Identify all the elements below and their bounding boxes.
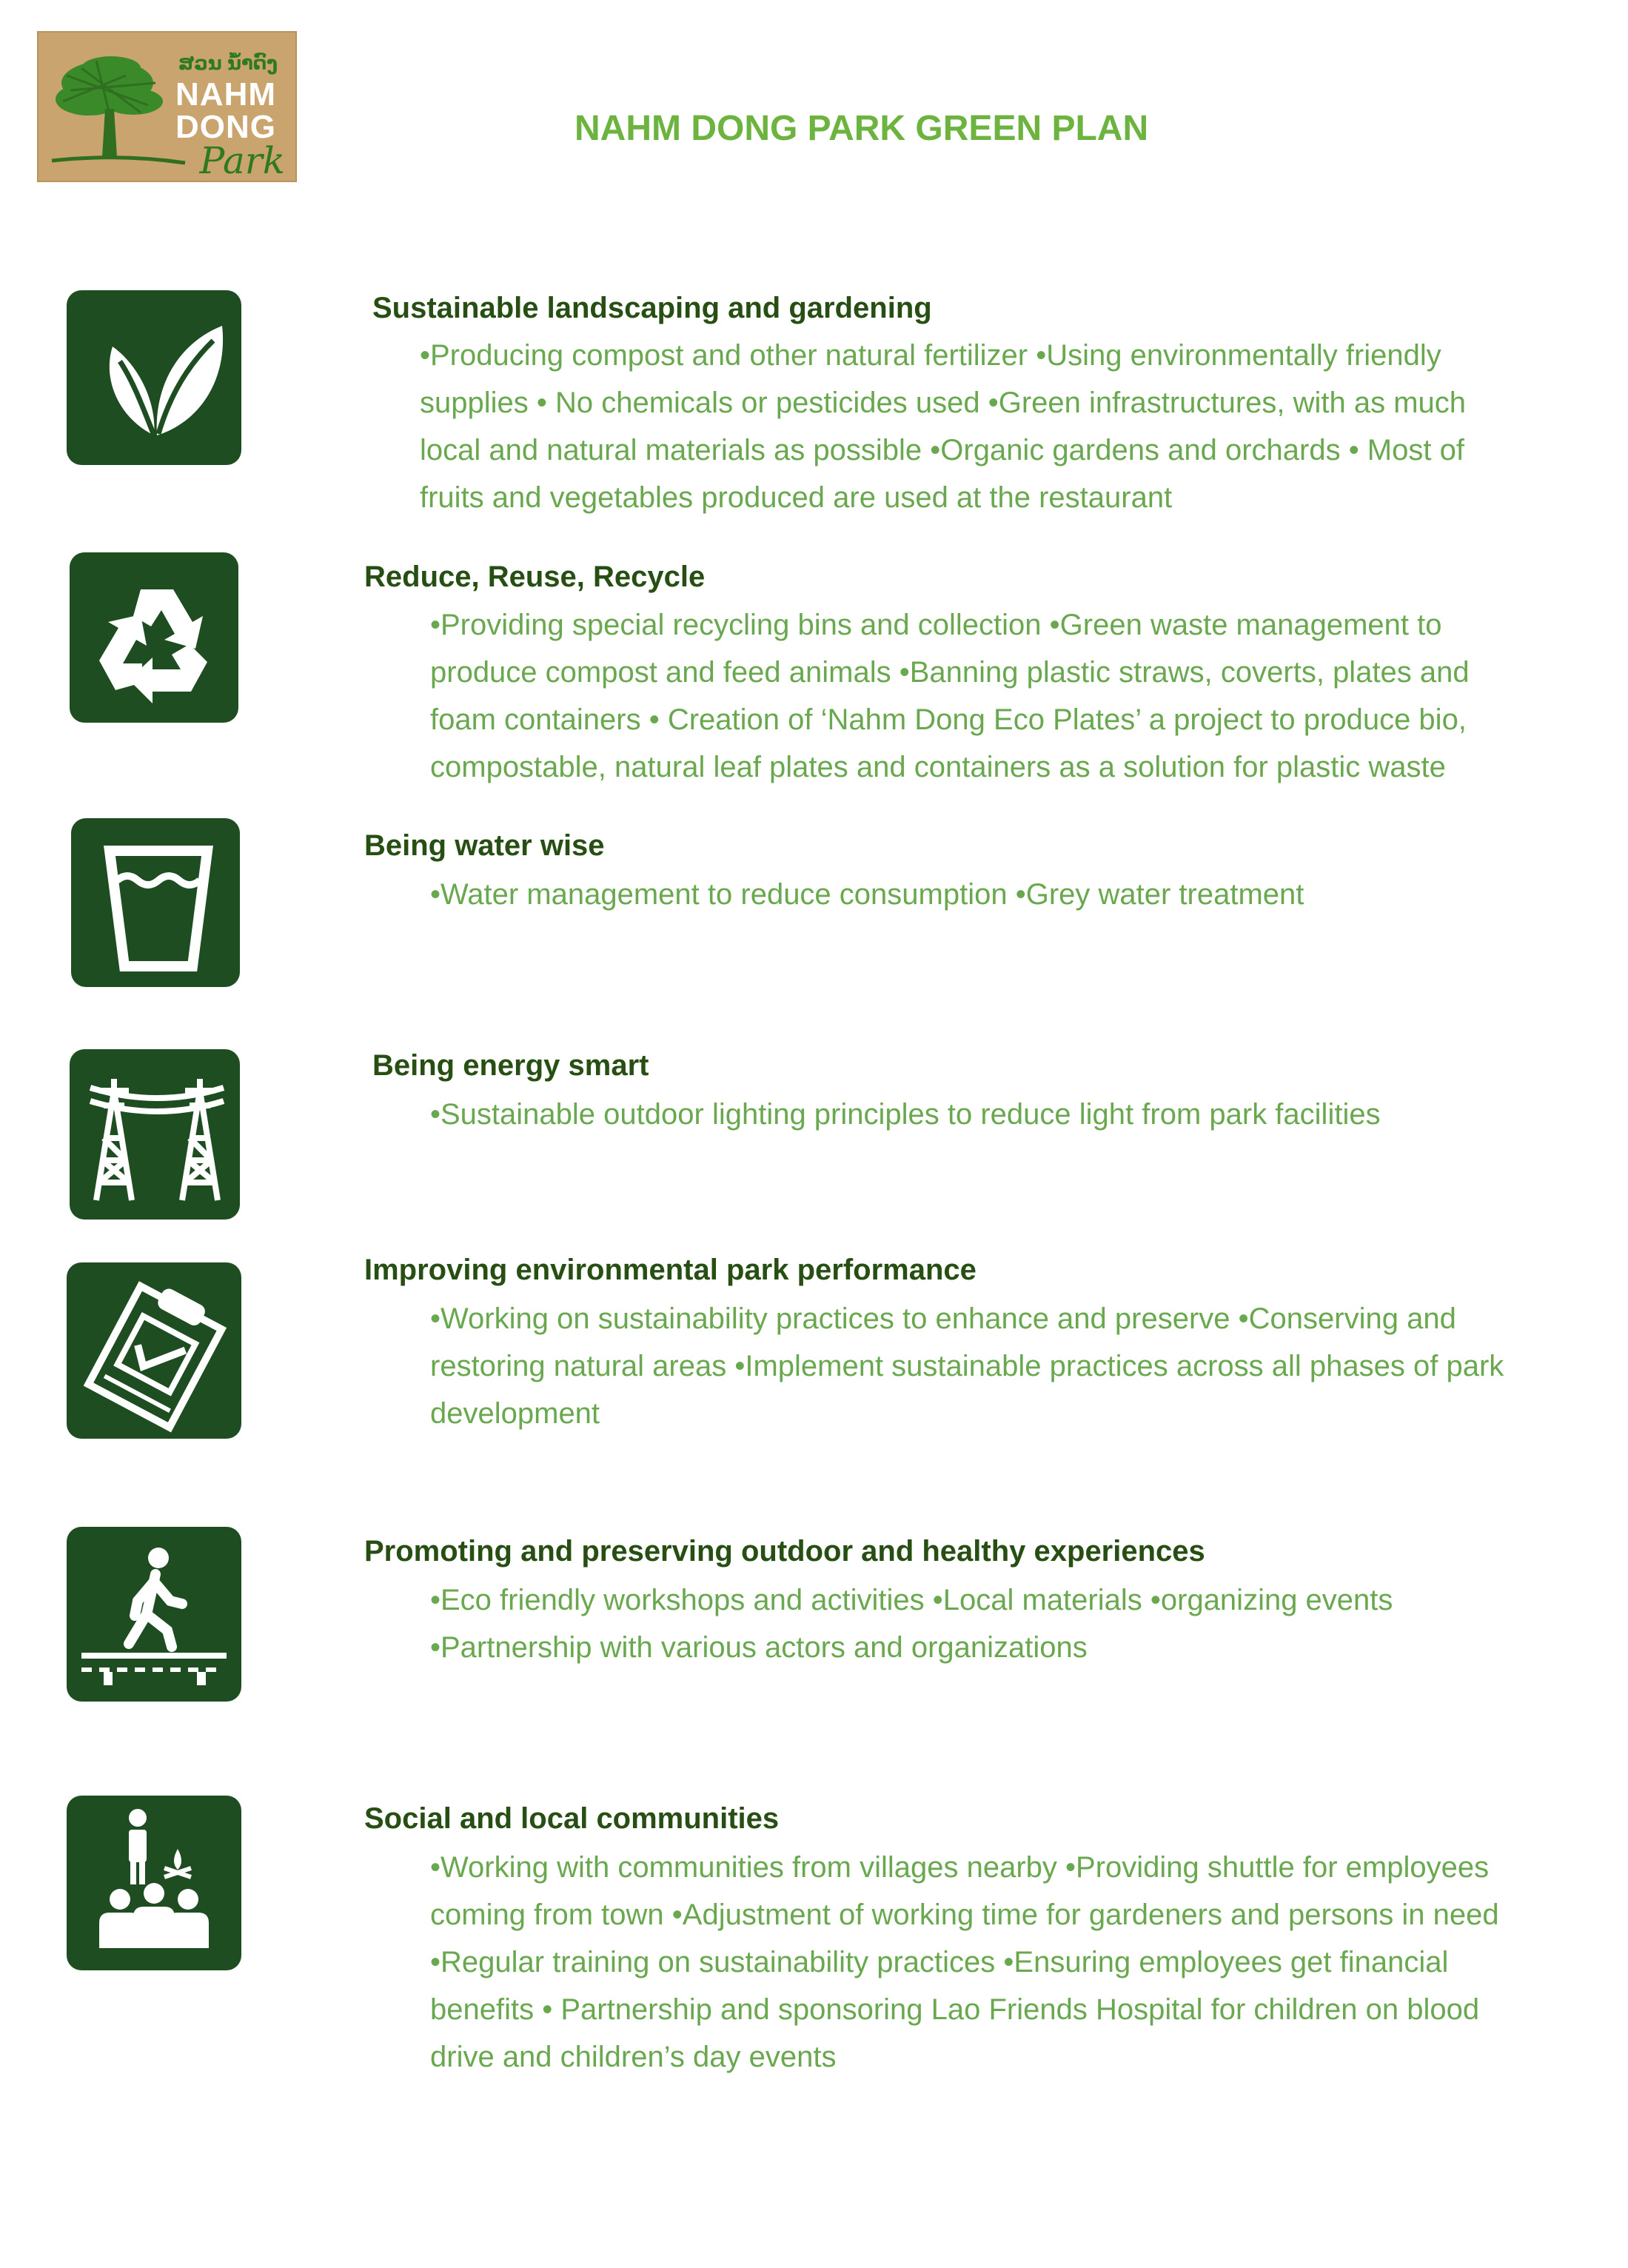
section-heading-landscaping: Sustainable landscaping and gardening xyxy=(372,292,932,324)
section-body-recycle: •Providing special recycling bins and collection •Green waste management to produce compost and feed animals •Banning plastic straws, coverts, plates and foam containers • Creation of ‘Nahm Dong Eco Plates’ a project to produce bio, compostable, natural leaf plates and containers as a solution for plastic waste xyxy=(430,609,1470,783)
logo-word-park: Park xyxy=(199,139,285,182)
section-body-communities: •Working with communities from villages nearby •Providing shuttle for employees coming from town •Adjustment of working time for gardeners and persons in need •Regular training on sustainability practices •Ensuring employees get financial benefits • Partnership and sponsoring Lao Friends Hospital for children on blood drive and children’s day events xyxy=(430,1851,1499,2073)
section-heading-recycle: Reduce, Reuse, Recycle xyxy=(364,561,706,593)
section-heading-outdoor: Promoting and preserving outdoor and healthy experiences xyxy=(364,1535,1205,1568)
park-logo xyxy=(37,31,297,182)
recycle-icon xyxy=(70,552,238,723)
section-body-outdoor: •Eco friendly workshops and activities •Local materials •organizing events •Partnership with various actors and organizations xyxy=(430,1584,1393,1664)
water-glass-icon xyxy=(71,818,240,987)
section-body-water: •Water management to reduce consumption •Grey water treatment xyxy=(430,878,1304,911)
clipboard-check-icon xyxy=(67,1262,241,1439)
logo-word-dong: DONG xyxy=(175,109,276,145)
power-tower-icon xyxy=(70,1049,240,1220)
section-heading-energy: Being energy smart xyxy=(372,1049,649,1082)
logo-lao-text: ສວນ ນ້ຳດົງ xyxy=(178,52,278,74)
leaf-icon xyxy=(67,290,241,465)
walking-trail-icon xyxy=(67,1527,241,1702)
section-heading-performance: Improving environmental park performance xyxy=(364,1254,977,1286)
logo-word-nahm: NAHM xyxy=(175,76,276,113)
section-heading-water: Being water wise xyxy=(364,829,605,862)
page-title: NAHM DONG PARK GREEN PLAN xyxy=(575,109,1149,148)
section-body-energy: •Sustainable outdoor lighting principles to reduce light from park facilities xyxy=(430,1098,1381,1131)
section-heading-communities: Social and local communities xyxy=(364,1802,780,1835)
section-body-performance: •Working on sustainability practices to enhance and preserve •Conserving and restoring natural areas •Implement sustainable practices across all phases of park development xyxy=(430,1302,1504,1430)
community-icon xyxy=(67,1796,241,1970)
section-body-landscaping: •Producing compost and other natural fertilizer •Using environmentally friendly supplies • No chemicals or pesticides used •Green infrastructures, with as much local and natural materials as possible •Organic gardens and orchards • Most of fruits and vegetables produced are used at the restaurant xyxy=(420,339,1467,514)
